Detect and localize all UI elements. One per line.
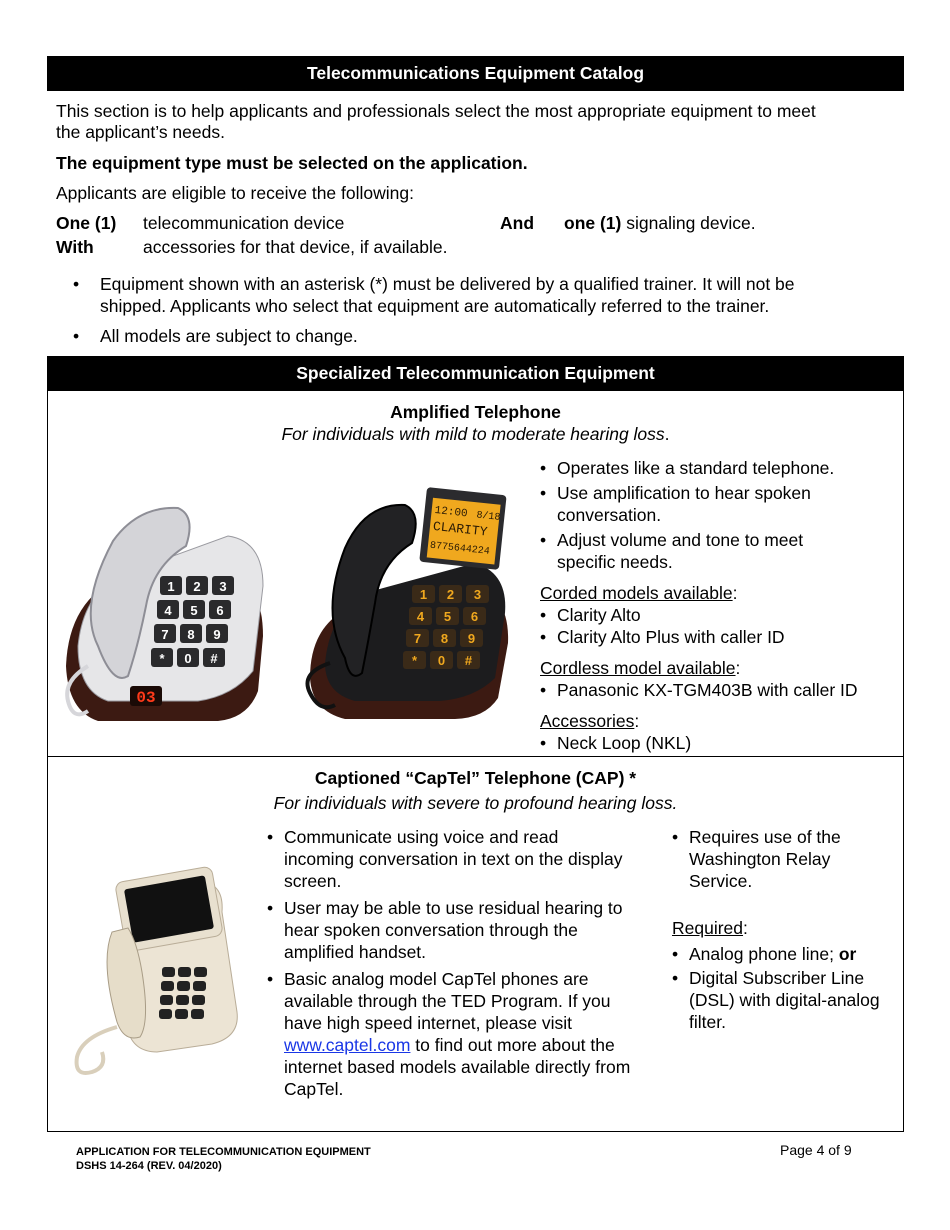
section-title-bar [47, 356, 904, 391]
cordless-heading-text: Cordless model available [540, 658, 736, 678]
phone-key [159, 1009, 172, 1019]
list-item [267, 968, 667, 1100]
amplified-section [47, 391, 904, 757]
accessories-list [540, 732, 900, 754]
req1-text: Analog phone line; [689, 943, 839, 964]
clarity-alto-phone-image [58, 496, 278, 726]
b3-line: to find out more about the [410, 1035, 615, 1055]
r1-line: Service. [689, 871, 753, 891]
list-item [540, 482, 900, 526]
phone-key-label: # [464, 653, 473, 668]
eligible-text: Applicants are eligible to receive the following: [56, 183, 414, 203]
req2-line: filter. [689, 1011, 726, 1032]
b3-line: have high speed internet, please visit [284, 1013, 572, 1033]
cordless-list [540, 679, 900, 701]
r1-line: Washington Relay [689, 849, 831, 869]
phone-key-label: 9 [467, 631, 476, 646]
list-item [540, 604, 900, 626]
accessory-name: Neck Loop (NKL) [557, 733, 692, 753]
req1-bold: or [838, 943, 857, 964]
list-item [267, 897, 667, 963]
phone-key-label: * [411, 653, 418, 668]
colon: : [732, 583, 738, 603]
phone-key-label: 0 [184, 651, 192, 666]
required-heading [672, 916, 902, 941]
phone-key-label: 6 [470, 609, 479, 624]
phone-key [162, 967, 175, 977]
phone-key-label: * [159, 651, 165, 666]
required-list [672, 943, 902, 1033]
phone-key-label: 8 [187, 627, 195, 642]
phone-key-label: 5 [443, 609, 452, 624]
phone2-display-date: 8/18 [475, 510, 501, 524]
phone-key [161, 981, 174, 991]
phone-key-label: 2 [193, 579, 201, 594]
intro-bullets [56, 273, 906, 347]
phone-key [194, 967, 207, 977]
phone-key [177, 981, 190, 991]
list-item [672, 826, 902, 892]
footer-line-1: APPLICATION FOR TELECOMMUNICATION EQUIPMENT [76, 1146, 371, 1158]
b3-line: Basic analog model CapTel phones are [284, 969, 589, 989]
feature-text: conversation. [557, 505, 662, 525]
b3-line: available through the TED Program. If you [284, 991, 611, 1011]
phone-key [176, 995, 189, 1005]
feature-text: Operates like a standard telephone. [557, 458, 835, 478]
accessories-heading [540, 710, 900, 732]
feature-text: Use amplification to hear spoken [557, 483, 811, 503]
and-rest: signaling device. [621, 213, 756, 233]
b3-line: internet based models available directly from [284, 1057, 631, 1077]
list-item [540, 457, 900, 479]
accessories-heading-text: Accessories [540, 711, 635, 731]
required-heading-text: Required [672, 918, 744, 938]
list-item [56, 273, 906, 317]
clarity-alto-plus-phone-image [270, 483, 530, 723]
captel-phone-image [62, 862, 252, 1082]
subtitle-period: . [664, 424, 670, 444]
phone-key [191, 1009, 204, 1019]
amplified-subtitle [48, 423, 903, 445]
bullet1-line1: Equipment shown with an asterisk (*) must be delivered by a qualified trainer. It will not be [100, 274, 795, 294]
intro-paragraph [56, 101, 896, 143]
list-item [540, 679, 900, 701]
cordless-heading [540, 657, 900, 679]
phone-key-label: 7 [413, 631, 422, 646]
phone-key [193, 981, 206, 991]
phone-key-label: 1 [419, 587, 428, 602]
corded-heading [540, 582, 900, 604]
b3-line: CapTel. [284, 1079, 344, 1099]
b1-line: incoming conversation in text on the display [284, 849, 623, 869]
list-item [672, 943, 902, 965]
feature-text: Adjust volume and tone to meet [557, 530, 804, 550]
phone-key-label: 1 [167, 579, 175, 594]
phone-key [160, 995, 173, 1005]
intro-line-1: This section is to help applicants and professionals select the most appropriate equipment to meet [56, 101, 816, 121]
row2-label: With [56, 237, 94, 257]
b2-line: hear spoken conversation through the [284, 920, 578, 940]
req2-line: Digital Subscriber Line [689, 967, 865, 988]
phone-key-label: 5 [190, 603, 198, 618]
phone-key-label: 4 [416, 609, 425, 624]
corded-list [540, 604, 900, 648]
footer-form-name [76, 1145, 371, 1173]
catalog-title: Telecommunications Equipment Catalog [306, 63, 645, 83]
phone-key [178, 967, 191, 977]
section-title: Specialized Telecommunication Equipment [296, 363, 655, 383]
captel-bullets-right [672, 826, 902, 1033]
list-item [672, 967, 902, 1033]
phone-key-label: 6 [216, 603, 224, 618]
catalog-title-bar [47, 56, 904, 91]
phone-key-label: # [210, 651, 218, 666]
list-item [540, 529, 900, 573]
captel-title: Captioned “CapTel” Telephone (CAP) * [314, 768, 637, 788]
model-name: Clarity Alto Plus with caller ID [557, 627, 785, 647]
amplified-subtitle-text: For individuals with mild to moderate hearing loss [281, 424, 665, 444]
footer-line-2: DSHS 14-264 (REV. 04/2020) [76, 1160, 222, 1172]
and-label: And [500, 213, 535, 233]
phone-key-label: 7 [161, 627, 169, 642]
phone-key-label: 2 [446, 587, 455, 602]
model-name: Panasonic KX-TGM403B with caller ID [557, 680, 858, 700]
captel-subtitle [48, 792, 903, 814]
b2-line: amplified handset. [284, 942, 427, 962]
list-item [267, 826, 667, 892]
r1-line: Requires use of the [689, 827, 841, 847]
list-item [540, 732, 900, 754]
phone-key-label: 8 [440, 631, 449, 646]
page-number: Page 4 of 9 [780, 1142, 852, 1158]
phone2-display-time: 12:00 [434, 504, 469, 521]
phone-key [175, 1009, 188, 1019]
phone2-display-number: 8775644224 [429, 540, 491, 558]
phone1-display: 03 [136, 689, 156, 707]
b2-line: User may be able to use residual hearing to [284, 898, 623, 918]
phone-key-label: 3 [473, 587, 482, 602]
amplified-info [540, 457, 900, 754]
intro-line-2: the applicant’s needs. [56, 122, 225, 142]
row1-text: telecommunication device [143, 213, 345, 233]
amplified-title: Amplified Telephone [390, 402, 561, 422]
captel-feature-list [267, 826, 667, 1100]
captel-section [47, 756, 904, 1132]
colon: : [634, 711, 640, 731]
feature-text: specific needs. [557, 552, 673, 572]
and-text [564, 213, 756, 234]
bullet1-line2: shipped. Applicants who select that equipment are automatically referred to the trainer. [100, 296, 770, 316]
phone-key-label: 9 [213, 627, 221, 642]
corded-heading-text: Corded models available [540, 583, 733, 603]
phone-key-label: 3 [219, 579, 227, 594]
captel-bullets-left [267, 826, 667, 1100]
b1-line: Communicate using voice and read [284, 827, 559, 847]
b1-line: screen. [284, 871, 342, 891]
list-item [56, 325, 906, 347]
captel-subtitle-text: For individuals with severe to profound hearing loss. [273, 793, 678, 813]
list-item [540, 626, 900, 648]
bold-note: The equipment type must be selected on the application. [56, 153, 528, 173]
colon: : [735, 658, 741, 678]
phone-key [192, 995, 205, 1005]
phone2-display-name: CLARITY [432, 518, 489, 540]
amplified-features [540, 457, 900, 573]
phone-key-label: 4 [164, 603, 172, 618]
bullet2-text: All models are subject to change. [100, 326, 358, 346]
row1-label: One (1) [56, 213, 117, 233]
row2-text: accessories for that device, if available. [143, 237, 448, 257]
model-name: Clarity Alto [557, 605, 641, 625]
phone-key-label: 0 [437, 653, 446, 668]
req2-line: (DSL) with digital-analog [689, 989, 880, 1010]
captel-website-link[interactable]: www.captel.com [284, 1035, 411, 1055]
colon: : [743, 918, 748, 938]
and-bold: one (1) [564, 213, 622, 233]
relay-list [672, 826, 902, 892]
